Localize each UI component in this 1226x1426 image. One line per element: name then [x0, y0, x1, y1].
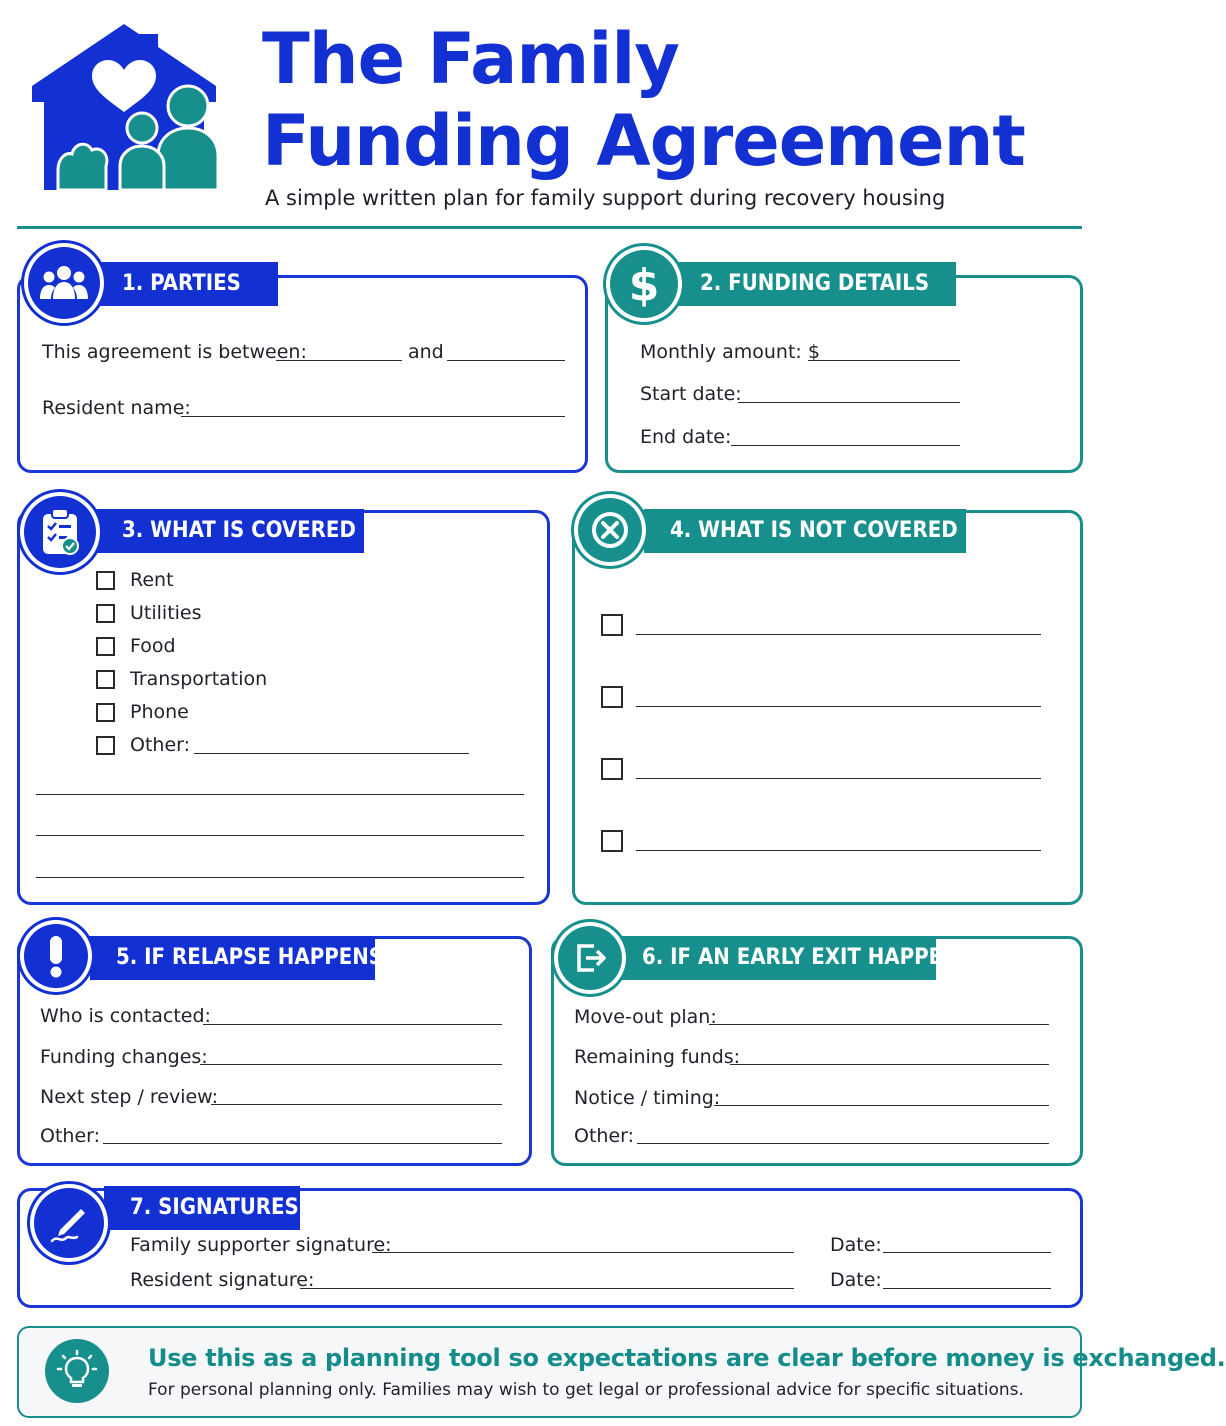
covered-notes-line[interactable]	[36, 835, 524, 836]
notice-timing-field[interactable]	[714, 1105, 1049, 1106]
relapse-other-field[interactable]	[103, 1143, 502, 1144]
covered-heading: 3. WHAT IS COVERED	[96, 509, 364, 553]
checkbox-transportation[interactable]	[96, 670, 115, 689]
exit-other-field[interactable]	[637, 1143, 1049, 1144]
not-covered-field[interactable]	[636, 850, 1041, 851]
not-covered-checkbox[interactable]	[601, 830, 623, 852]
header-divider	[17, 226, 1082, 229]
end-date-label: End date:	[640, 426, 732, 448]
clipboard-checklist-icon	[24, 496, 96, 568]
tip-headline: Use this as a planning tool so expectations are clear before money is exchanged.	[148, 1344, 1226, 1372]
signatures-heading: 7. SIGNATURES	[104, 1186, 300, 1230]
checkbox-phone[interactable]	[96, 703, 115, 722]
covered-item-label: Other:	[130, 734, 191, 756]
relapse-heading: 5. IF RELAPSE HAPPENS	[90, 936, 375, 980]
not-covered-field[interactable]	[636, 634, 1041, 635]
relapse-field-label: Funding changes:	[40, 1046, 208, 1068]
tip-disclaimer: For personal planning only. Families may wish to get legal or professional advice for specific situations.	[148, 1380, 1024, 1400]
start-date-field[interactable]	[738, 402, 960, 403]
covered-item-label: Phone	[130, 701, 189, 723]
party-one-field[interactable]	[276, 360, 402, 361]
resident-date-field[interactable]	[883, 1288, 1051, 1289]
exit-heading: 6. IF AN EARLY EXIT HAPPENS	[616, 936, 936, 980]
checkbox-rent[interactable]	[96, 571, 115, 590]
family-signature-field[interactable]	[372, 1252, 794, 1253]
parties-and-label: and	[408, 341, 444, 363]
monthly-amount-field[interactable]	[808, 360, 960, 361]
not-covered-checkbox[interactable]	[601, 686, 623, 708]
funding-changes-field[interactable]	[200, 1064, 502, 1065]
not-covered-checkbox[interactable]	[601, 758, 623, 780]
checkbox-utilities[interactable]	[96, 604, 115, 623]
covered-item-label: Utilities	[130, 602, 202, 624]
resident-date-label: Date:	[830, 1269, 882, 1291]
checkbox-food[interactable]	[96, 637, 115, 656]
not-covered-checkbox[interactable]	[601, 614, 623, 636]
page-title	[262, 18, 1082, 182]
family-signature-label: Family supporter signature:	[130, 1234, 392, 1256]
x-circle-icon	[578, 498, 642, 562]
end-date-field[interactable]	[731, 445, 960, 446]
covered-item-label: Rent	[130, 569, 174, 591]
funding-heading: 2. FUNDING DETAILS	[674, 262, 956, 306]
exit-field-label: Move-out plan:	[574, 1006, 717, 1028]
not-covered-field[interactable]	[636, 706, 1041, 707]
house-family-heart-icon	[28, 20, 220, 192]
people-group-icon	[28, 247, 100, 319]
monthly-amount-label: Monthly amount: $	[640, 341, 820, 363]
covered-item-label: Food	[130, 635, 176, 657]
exclamation-icon	[24, 924, 88, 988]
party-two-field[interactable]	[447, 360, 565, 361]
covered-notes-line[interactable]	[36, 794, 524, 795]
move-out-plan-field[interactable]	[709, 1024, 1049, 1025]
next-step-field[interactable]	[211, 1104, 502, 1105]
remaining-funds-field[interactable]	[730, 1064, 1049, 1065]
not-covered-card	[572, 510, 1083, 905]
covered-other-field[interactable]	[194, 753, 469, 754]
dollar-icon	[610, 250, 678, 318]
exit-field-label: Remaining funds:	[574, 1046, 741, 1068]
family-date-label: Date:	[830, 1234, 882, 1256]
tip-banner	[17, 1326, 1082, 1418]
checkbox-other[interactable]	[96, 736, 115, 755]
title-line-2: Funding Agreement	[262, 100, 1025, 182]
exit-door-arrow-icon	[558, 926, 622, 990]
page-subtitle: A simple written plan for family support during recovery housing	[265, 186, 946, 210]
svg-text:$: $	[628, 260, 660, 311]
covered-notes-line[interactable]	[36, 877, 524, 878]
covered-item-label: Transportation	[130, 668, 268, 690]
parties-heading: 1. PARTIES	[96, 262, 278, 306]
resident-name-label: Resident name:	[42, 397, 191, 419]
resident-signature-label: Resident signature:	[130, 1269, 315, 1291]
pen-signature-icon	[34, 1188, 104, 1258]
lightbulb-icon	[45, 1339, 109, 1403]
start-date-label: Start date:	[640, 383, 742, 405]
resident-signature-field[interactable]	[300, 1288, 794, 1289]
exit-field-label: Notice / timing:	[574, 1087, 721, 1109]
relapse-field-label: Who is contacted:	[40, 1005, 211, 1027]
not-covered-field[interactable]	[636, 778, 1041, 779]
title-line-1: The Family	[262, 18, 679, 100]
resident-name-field[interactable]	[181, 416, 565, 417]
not-covered-heading: 4. WHAT IS NOT COVERED	[644, 509, 966, 553]
relapse-field-label: Next step / review:	[40, 1086, 219, 1108]
parties-between-label: This agreement is between:	[42, 341, 307, 363]
exit-field-label: Other:	[574, 1125, 635, 1147]
family-date-field[interactable]	[883, 1252, 1051, 1253]
relapse-field-label: Other:	[40, 1125, 101, 1147]
who-contacted-field[interactable]	[203, 1024, 502, 1025]
